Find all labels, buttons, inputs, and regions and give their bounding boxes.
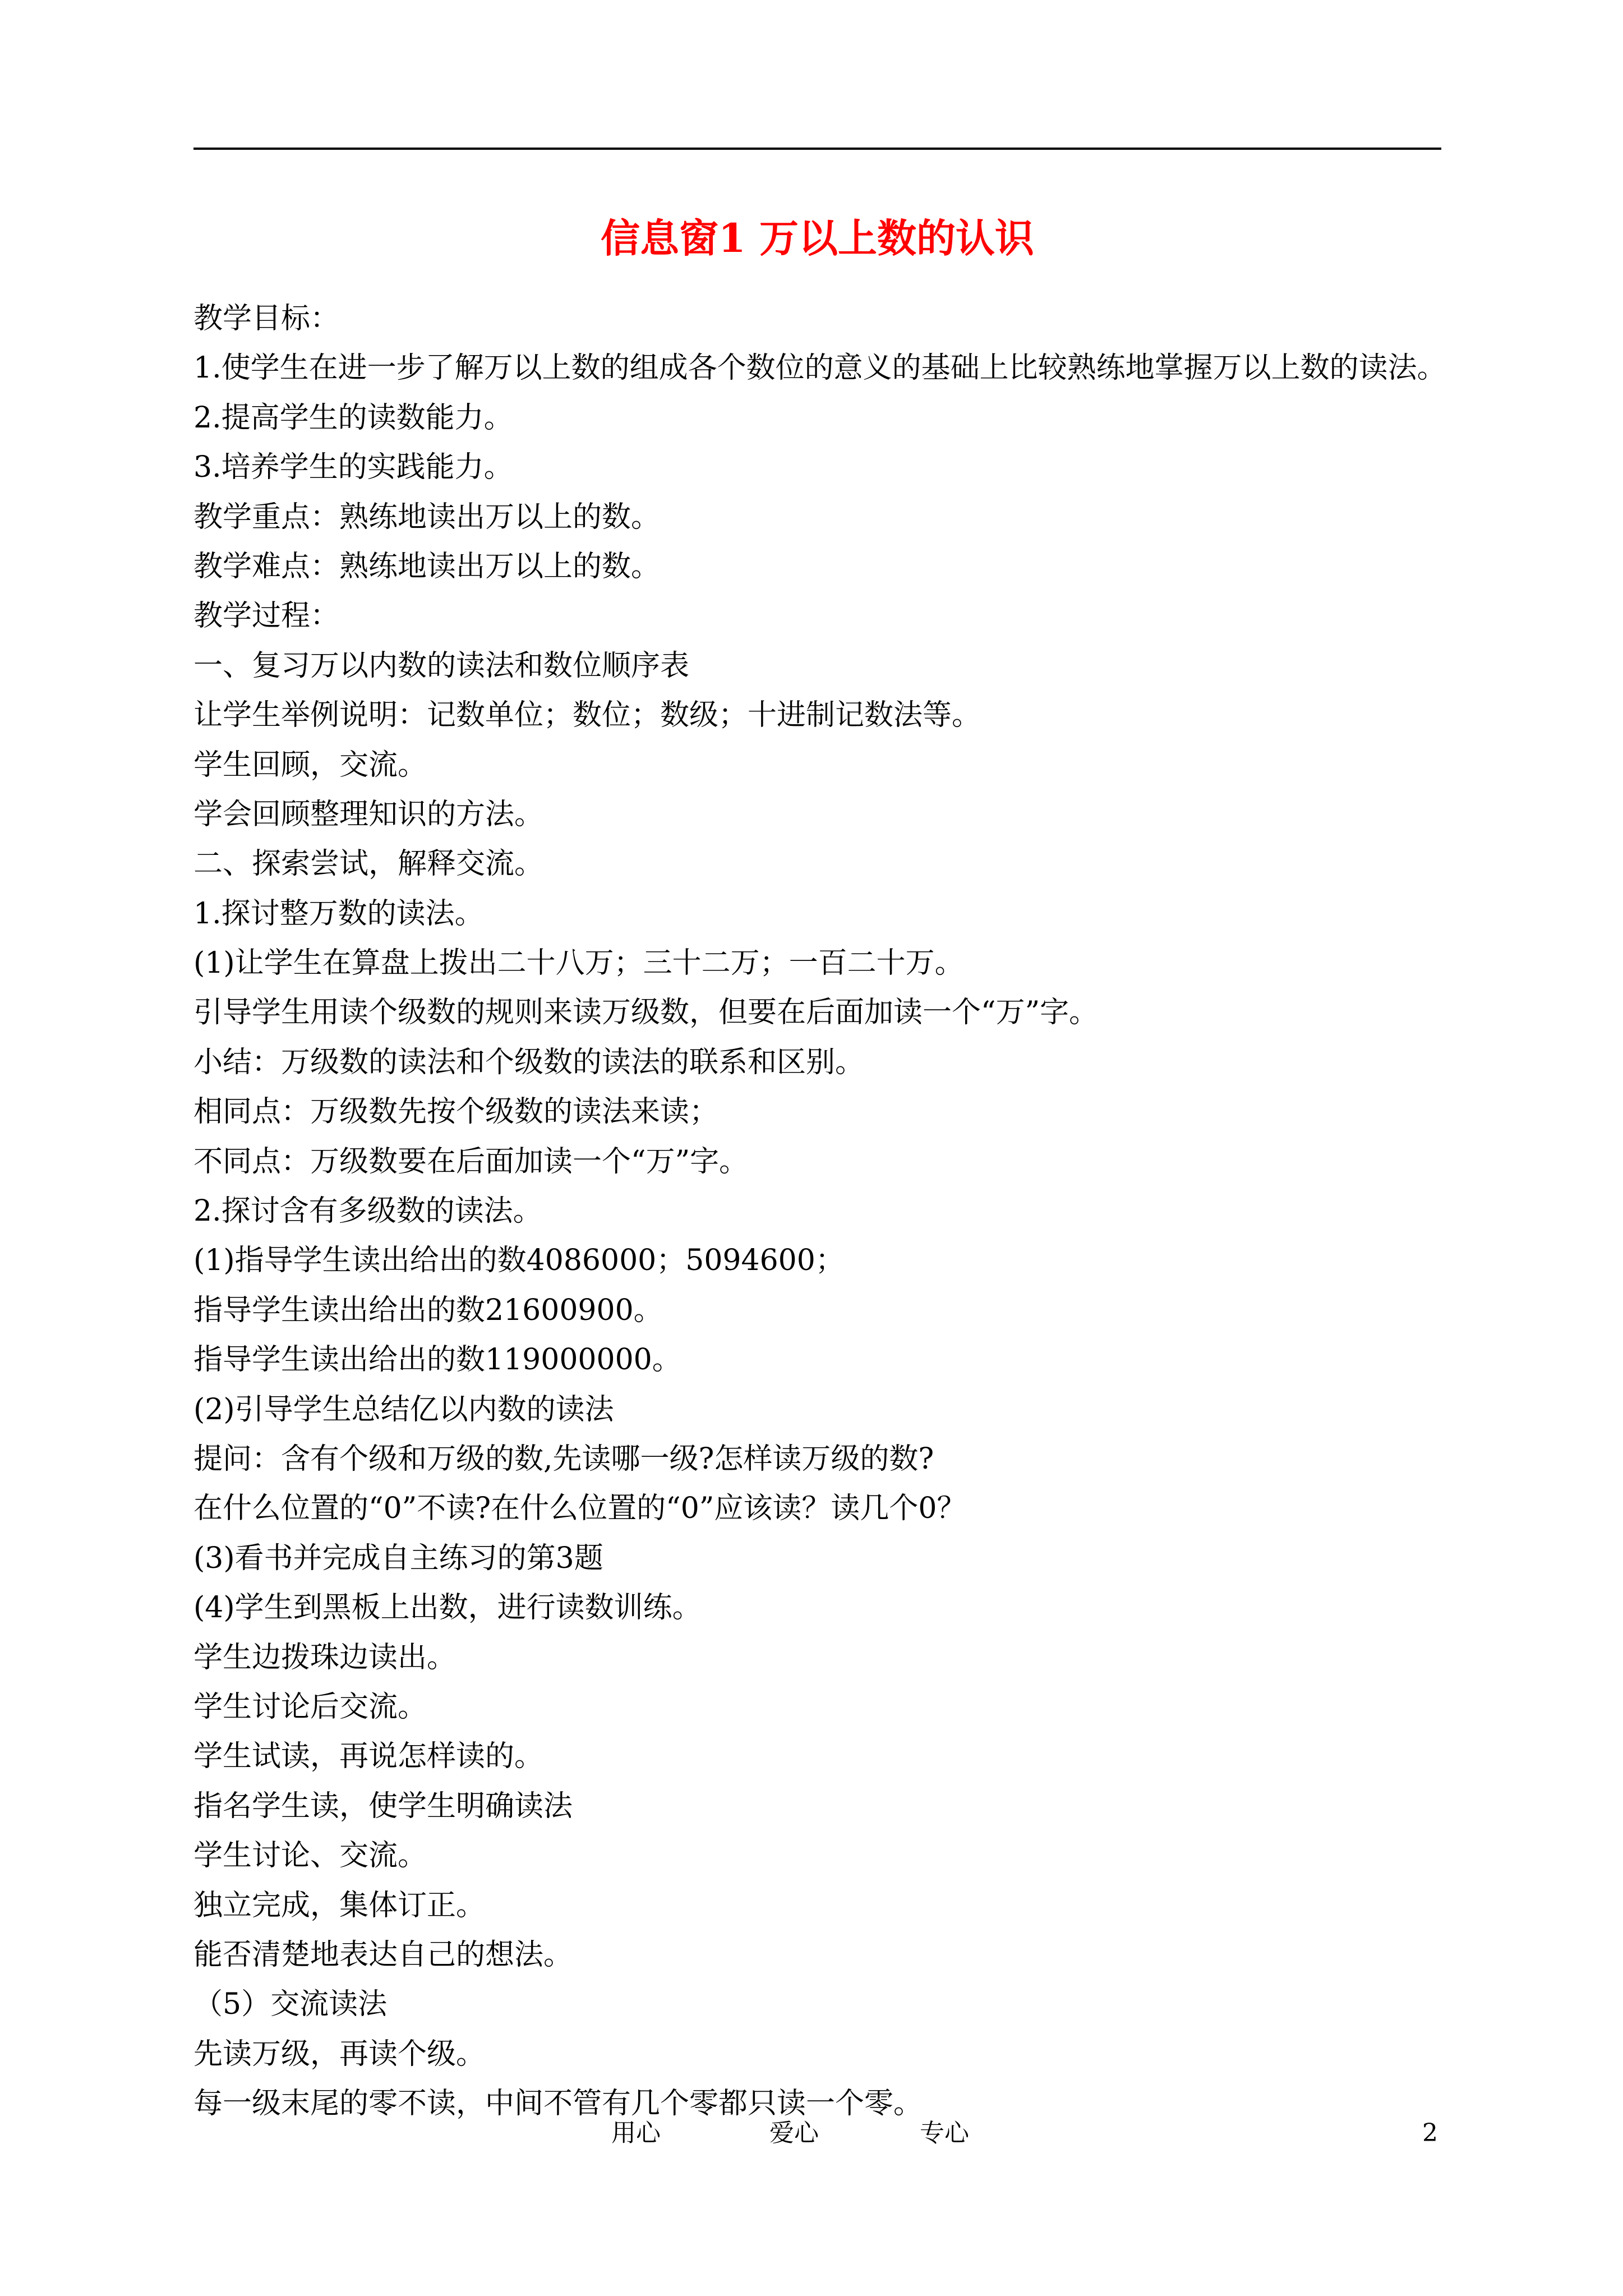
text-line: 独立完成，集体订正。	[193, 1888, 486, 1922]
text-line: 学生边拨珠边读出。	[193, 1640, 457, 1674]
footer-word-3: 专心	[920, 2119, 969, 2147]
footer-word-1: 用心	[611, 2119, 661, 2147]
text-line: 教学重点：熟练地读出万以上的数。	[193, 500, 661, 534]
text-line: 能否清楚地表达自己的想法。	[193, 1938, 573, 1972]
text-line: 1.探讨整万数的读法。	[193, 896, 484, 931]
footer-word-2: 爱心	[769, 2119, 819, 2147]
document-body	[193, 294, 1450, 2128]
text-line: (4)学生到黑板上出数，进行读数训练。	[193, 1591, 702, 1625]
text-line: 教学过程：	[193, 599, 340, 633]
document-title: 信息窗1 万以上数的认识	[600, 215, 1035, 261]
text-line: 提问：含有个级和万级的数,先读哪一级?怎样读万级的数?	[193, 1442, 934, 1476]
text-line: 学生讨论后交流。	[193, 1690, 427, 1724]
text-line: 2.探讨含有多级数的读法。	[193, 1194, 542, 1228]
text-line: (2)引导学生总结亿以内数的读法	[193, 1392, 614, 1427]
text-line: 在什么位置的“0”不读?在什么位置的“0”应该读？读几个0？	[193, 1492, 966, 1526]
text-line: 让学生举例说明：记数单位；数位；数级；十进制记数法等。	[193, 698, 981, 733]
text-line: (1)指导学生读出给出的数4086000；5094600；	[193, 1244, 845, 1278]
text-line: 教学目标：	[193, 302, 340, 335]
text-line: 二、探索尝试，解释交流。	[193, 847, 544, 881]
text-line: 学生回顾，交流。	[193, 748, 427, 782]
header-rule	[193, 148, 1441, 150]
text-line: 学生试读，再说怎样读的。	[193, 1740, 544, 1774]
text-line: 每一级末尾的零不读，中间不管有几个零都只读一个零。	[193, 2087, 923, 2121]
text-line: 2.提高学生的读数能力。	[193, 401, 513, 435]
text-line: 相同点：万级数先按个级数的读法来读；	[193, 1095, 719, 1129]
page-number: 2	[1422, 2119, 1438, 2147]
text-line: 小结：万级数的读法和个级数的读法的联系和区别。	[193, 1045, 865, 1079]
text-line: 引导学生用读个级数的规则来读万级数，但要在后面加读一个“万”字。	[193, 996, 1099, 1030]
text-line: 指名学生读，使学生明确读法	[193, 1789, 573, 1823]
text-line: 先读万级，再读个级。	[193, 2037, 486, 2071]
text-line: 学会回顾整理知识的方法。	[193, 797, 544, 831]
text-line: (1)让学生在算盘上拨出二十八万；三十二万；一百二十万。	[193, 946, 964, 981]
text-line: 1.使学生在进一步了解万以上数的组成各个数位的意义的基础上比较熟练地掌握万以上数的读法。	[193, 351, 1446, 385]
text-line: 指导学生读出给出的数119000000。	[193, 1343, 681, 1377]
text-line: 一、复习万以内数的读法和数位顺序表	[193, 648, 690, 683]
text-line: (3)看书并完成自主练习的第3题	[193, 1541, 603, 1575]
text-line: 3.培养学生的实践能力。	[193, 450, 513, 485]
text-line: （5）交流读法	[193, 1987, 388, 2022]
text-line: 不同点：万级数要在后面加读一个“万”字。	[193, 1144, 749, 1179]
text-line: 学生讨论、交流。	[193, 1839, 427, 1873]
text-line: 指导学生读出给出的数21600900。	[193, 1293, 663, 1327]
text-line: 教学难点：熟练地读出万以上的数。	[193, 549, 661, 583]
